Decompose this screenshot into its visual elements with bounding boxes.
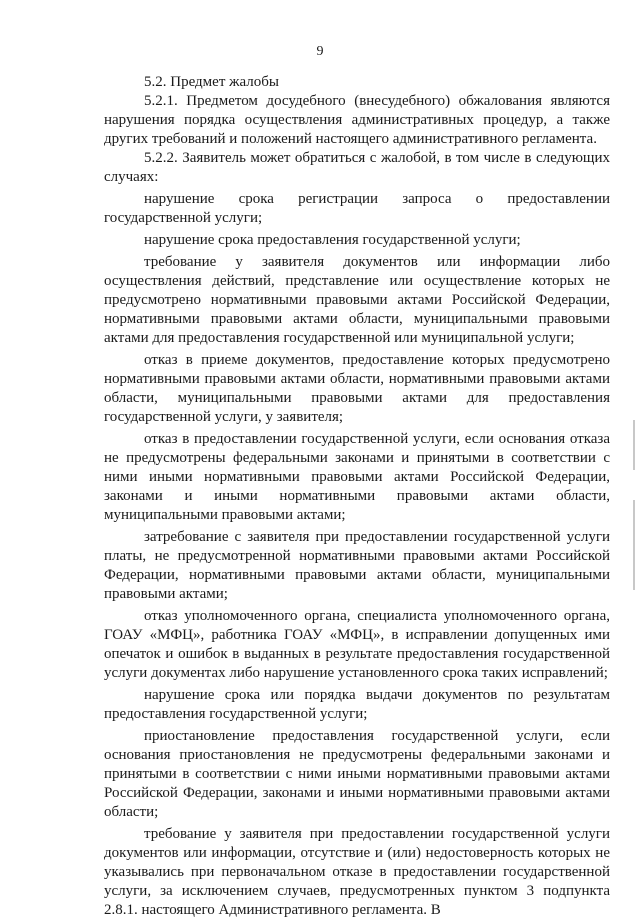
case-item: затребование с заявителя при предоставлении государственной услуги платы, не предусмотренной нормативными правовыми актами Российской Федерации, нормативными правовыми актами области, муниципальными правовыми актами; [104,529,610,602]
paragraph-5-2-1: 5.2.1. Предметом досудебного (внесудебного) обжалования являются нарушения порядка осуществления административных процедур, а также других требований и положений настоящего административного регламента. [104,93,610,147]
case-item: требование у заявителя при предоставлении государственной услуги документов или информации, отсутствие и (или) недостоверность которых не указывались при первоначальном отказе в предоставлении государственной услуги, за исключением случаев, предусмотренных пунктом 3 подпункта 2.8.1. настоящего Административного регламента. В [104,826,610,918]
case-item: нарушение срока или порядка выдачи документов по результатам предоставления государственной услуги; [104,687,610,722]
case-item: приостановление предоставления государственной услуги, если основания приостановления не предусмотрены федеральными законами и принятыми в соответствии с ними иными нормативными правовыми актами Российской Федерации, законами и иными нормативными правовыми актами области; [104,728,610,820]
case-item: отказ в предоставлении государственной услуги, если основания отказа не предусмотрены федеральными законами и принятыми в соответствии с ними иными нормативными правовыми актами Российской Федерации, законами и иными нормативными правовыми актами области, муниципальными правовыми актами; [104,431,610,523]
case-item: отказ в приеме документов, предоставление которых предусмотрено нормативными правовыми актами области, нормативными правовыми актами области, муниципальными правовыми актами для предоставления государственной услуги, у заявителя; [104,352,610,425]
section-heading: 5.2. Предмет жалобы [144,74,279,90]
scan-edge-mark [633,500,635,590]
page-number: 9 [316,44,324,59]
case-item: нарушение срока регистрации запроса о предоставлении государственной услуги; [104,191,610,226]
document-body [104,73,610,923]
case-item: требование у заявителя документов или информации либо осуществления действий, представление или осуществление которых не предусмотрено нормативными правовыми актами Российской Федерации, нормативными правовыми актами области, муниципальными правовыми актами для предоставления государственной или муниципальной услуги; [104,254,610,346]
case-item: отказ уполномоченного органа, специалиста уполномоченного органа, ГОАУ «МФЦ», работника ГОАУ «МФЦ», в исправлении допущенных ими опечаток и ошибок в выданных в результате предоставления государственной услуги документах либо нарушение установленного срока таких исправлений; [104,608,610,681]
scan-edge-mark [633,420,635,470]
paragraph-5-2-2: 5.2.2. Заявитель может обратиться с жалобой, в том числе в следующих случаях: [104,150,610,185]
case-item: нарушение срока предоставления государственной услуги; [144,232,521,248]
